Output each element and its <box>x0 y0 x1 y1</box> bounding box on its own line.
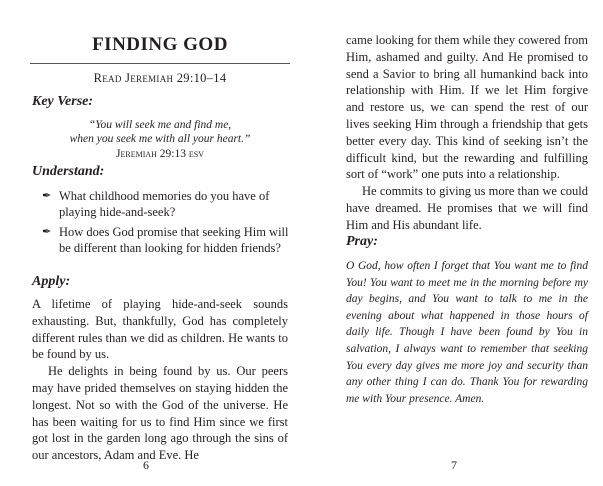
list-item <box>40 188 290 220</box>
question-list <box>40 188 290 260</box>
prayer-text: O God, how often I forget that You want me to find You! You want to meet me in the morning before my day begins, and You want to talk to me in the evening about what happened in those hours of daily life. Though I have been found by You in salvation, I always want to remember that seeking You every day gives me more joy and security than any other thing I can do. Thank You for rewarding me with Your presence. Amen. <box>346 260 588 405</box>
pointing-quill-icon: ✒ <box>42 190 52 202</box>
scripture-reading: Read Jeremiah 29:10–14 <box>93 71 227 85</box>
key-verse <box>30 118 290 161</box>
understand-heading: Understand: <box>32 164 105 179</box>
key-verse-reference: Jeremiah 29:13 esv <box>116 148 204 160</box>
pray-heading: Pray: <box>346 234 378 249</box>
continued-text <box>346 32 588 234</box>
left-page <box>0 0 300 486</box>
paragraph: He commits to giving us more than we could have dreamed. He promises that we will find Him and His abundant life. <box>346 184 588 232</box>
right-page <box>300 0 603 486</box>
page-number: 6 <box>143 458 149 472</box>
question-text: How does God promise that seeking Him will be different than looking for hidden friends? <box>59 225 289 255</box>
paragraph: came looking for them while they cowered from Him, ashamed and guilty. And He promised to send a Savior to bring all humankind back into relationship with Him. If we let Him forgive and restore us, we can spend the rest of our lives seeking Him through a friendship that gets better every day. This kind of seeking isn’t the difficult kind, but the rewarding and fulfilling sort of “work” one puts into a relationship. <box>346 33 588 182</box>
list-item <box>40 224 290 256</box>
question-text: What childhood memories do you have of playing hide-and-seek? <box>59 189 270 219</box>
key-verse-heading: Key Verse: <box>32 94 94 109</box>
pointing-quill-icon: ✒ <box>42 226 52 238</box>
paragraph: He delights in being found by us. Our peers may have prided themselves on staying hidden the longest. Not so with the God of the universe. He has been waiting for us to find Him since we first got lost in the garden long ago through the sins of our ancestors, Adam and Eve. He <box>32 364 288 463</box>
title-divider <box>30 63 290 64</box>
paragraph: A lifetime of playing hide-and-seek sounds exhausting. But, thankfully, God has completely different rules than we did as children. He wants to be found by us. <box>32 297 288 362</box>
apply-heading: Apply: <box>32 274 71 289</box>
key-verse-line: “You will seek me and find me, <box>88 119 232 131</box>
page-number: 7 <box>451 458 457 472</box>
apply-text <box>32 296 288 464</box>
key-verse-line: when you seek me with all your heart.” <box>69 133 251 145</box>
chapter-title: FINDING GOD <box>92 34 228 55</box>
